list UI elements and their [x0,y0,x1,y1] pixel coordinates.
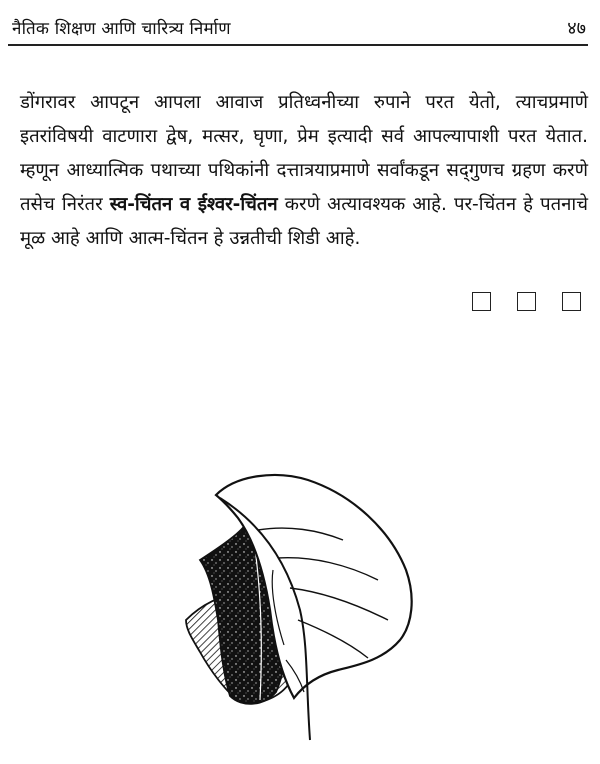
square-box-icon [517,292,536,311]
body-text-before: डोंगरावर आपटून आपला आवाज प्रतिध्वनीच्या रुपाने परत येतो, त्याचप्रमाणे इतरांविषयी वाटणारा द्वेष, मत्सर, घृणा, प्रेम इत्यादी सर्व आपल्यापाशी परत येतात. म्हणून आध्यात्मिक पथाच्या पथिकांनी दत्तात्रयाप्रमाणे सर्वांकडून सद्‌गुणच ग्रहण करणे तसेच निरंतर [20,92,588,215]
section-end-boxes [472,292,592,314]
page-header [8,14,588,46]
header-title: नैतिक शिक्षण आणि चारित्र्य निर्माण [12,19,231,39]
body-bold-phrase: स्व-चिंतन व ईश्वर-चिंतन [109,194,278,215]
leaves-icon [178,470,428,750]
body-paragraph [20,86,588,256]
square-box-icon [472,292,491,311]
body-text-after: करणे अत्यावश्यक आहे. पर-चिंतन हे पतनाचे मूळ आहे आणि आत्म-चिंतन हे उन्नतीची शिडी आहे. [20,194,588,249]
square-box-icon [562,292,581,311]
page-number: ४७ [567,18,586,39]
